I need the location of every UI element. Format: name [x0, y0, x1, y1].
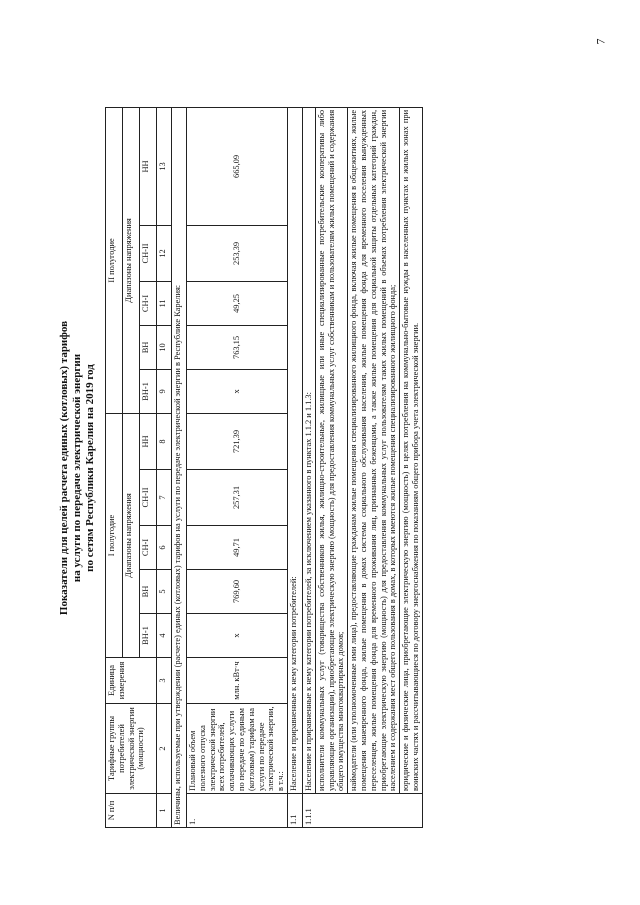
row1-h1-sn1: 49,71: [187, 526, 288, 570]
level-sn1-h1: СН-I: [140, 526, 157, 570]
row1-h2-sn1: 49,25: [187, 281, 288, 325]
title-line-2: на услуги по передаче электрической энергии: [71, 353, 83, 583]
colnum-11: 11: [157, 281, 172, 325]
section-row: Величины, используемые при утверждении (расчете) единых (котловых) тарифов на услуги по передаче электрической энергии в Республике Карелия:: [172, 107, 187, 827]
row111-p3: наймодатели (или уполномоченные ими лица), предоставляющие гражданам жилые помещения специализированного жилищного фонда, включая жилые помещения в общежитиях, жилые помещения маневренного фонда, жилые помещения в домах системы социального обслуживания населения, жилые помещения фонда для временного поселения вынужденных переселенцев, жилые помещения фонда для временного проживания лиц, признанных беженцами, а также жилые помещения для социальной защиты отдельных категорий граждан, приобретающие электрическую энергию (мощность) для предоставления коммунальных услуг пользователям таких жилых помещений в объемах потребления электрической энергии населением и содержания мест общего пользования в домах, в которых имеются жилые помещения специализированного жилищного фонда;: [348, 107, 400, 793]
rotated-document: [58, 108, 600, 828]
row1-num: 1.: [187, 794, 288, 828]
colnum-7: 7: [157, 470, 172, 526]
colnum-12: 12: [157, 225, 172, 281]
row1-h1-sn2: 257,31: [187, 470, 288, 526]
level-vn-h2: ВН: [140, 325, 157, 369]
level-vn1-h2: ВН-1: [140, 369, 157, 413]
column-number-row: [157, 107, 172, 827]
level-nn-h1: НН: [140, 413, 157, 469]
colnum-6: 6: [157, 526, 172, 570]
row1-h1-vn: 769,60: [187, 570, 288, 614]
header-num: N п/п: [106, 794, 157, 828]
row11-num: 1.1: [287, 794, 302, 828]
table-row: [315, 107, 347, 827]
row111-p2: исполнители коммунальных услуг (товарищества собственников жилья, жилищно-строительные, жилищные или иные специализированные потребительские кооперативы либо управляющие организации), приобретающие электрическую энергию (мощность) для предоставления коммунальных услуг собственникам и пользователям жилых помещений и содержания общего имущества многоквартирных домов;: [315, 107, 347, 793]
title-line-1: Показатели для целей расчета единых (котловых) тарифов: [58, 320, 70, 616]
header-half1: I полугодие: [106, 413, 123, 657]
row111-p4: юридические и физические лица, приобретающие электрическую энергию (мощность) в целях потребления на коммунально-бытовые нужды в населенных пунктах и жилых зонах при воинских частях и рассчитывающиеся по договору энергоснабжения по показаниям общего прибора учета электрической энергии.: [400, 107, 423, 793]
colnum-13: 13: [157, 107, 172, 225]
row1-h2-nn: 665,09: [187, 107, 288, 225]
colnum-1: 1: [157, 794, 172, 828]
document-title: [58, 108, 97, 828]
title-line-3: по сетям Республики Карелия на 2019 год: [84, 364, 96, 572]
table-row: [348, 107, 400, 827]
colnum-2: 2: [157, 704, 172, 794]
level-sn1-h2: СН-I: [140, 281, 157, 325]
colnum-10: 10: [157, 325, 172, 369]
colnum-4: 4: [157, 614, 172, 658]
row1-h1-vn1: х: [187, 614, 288, 658]
header-voltage-ranges-1: Диапазоны напряжения: [123, 413, 140, 657]
row1-name: Плановый объем полезного отпуска электрической энергии всех потребителей, оплачивающих услуги по передаче по единым (котловым) тарифам на услуги по передаче электрической энергии, в т.ч.:: [187, 704, 288, 794]
header-half2: II полугодие: [106, 107, 123, 413]
row111-p1: Население и приравненные к нему категории потребителей, за исключением указанного в пунктах 1.1.2 и 1.1.3:: [302, 107, 315, 793]
colnum-8: 8: [157, 413, 172, 469]
row11-text: Население и приравненные к нему категории потребителей:: [287, 107, 302, 793]
level-sn2-h2: СН-II: [140, 225, 157, 281]
row111-num: 1.1.1: [302, 794, 422, 828]
colnum-9: 9: [157, 369, 172, 413]
row1-unit: млн. кВт·ч: [187, 658, 288, 704]
header-unit: Единица измерения: [106, 658, 157, 704]
level-nn-h2: НН: [140, 107, 157, 225]
level-vn-h1: ВН: [140, 570, 157, 614]
row1-h2-sn2: 253,39: [187, 225, 288, 281]
level-sn2-h1: СН-II: [140, 470, 157, 526]
header-voltage-ranges-2: Диапазоны напряжения: [123, 107, 140, 413]
header-group: Тарифные группы потребителей электрической энергии (мощности): [106, 704, 157, 794]
row1-h2-vn: 763,15: [187, 325, 288, 369]
level-vn1-h1: ВН-1: [140, 614, 157, 658]
page-number: 7: [593, 38, 608, 45]
row1-h1-nn: 721,39: [187, 413, 288, 469]
row1-h2-vn1: х: [187, 369, 288, 413]
table-row: [287, 107, 302, 827]
table-row: [302, 107, 315, 827]
tariff-table: [105, 107, 423, 828]
table-row: [400, 107, 423, 827]
table-row: [187, 107, 288, 827]
colnum-5: 5: [157, 570, 172, 614]
colnum-3: 3: [157, 658, 172, 704]
